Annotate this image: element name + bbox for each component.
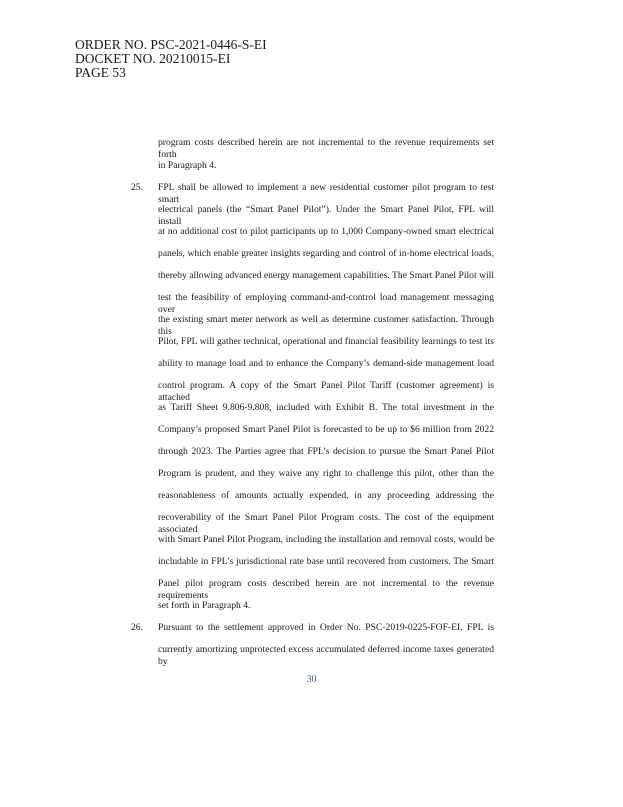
body-line: panels, which enable greater insights regarding and control of in-home electrical loads, — [158, 248, 494, 259]
body-line: thereby allowing advanced energy management capabilities. The Smart Panel Pilot will — [158, 270, 494, 281]
order-number: ORDER NO. PSC-2021-0446-S-EI — [75, 37, 267, 52]
page-number: 30 — [306, 674, 317, 685]
docket-number: DOCKET NO. 20210015-EI — [75, 51, 231, 66]
body-line: Pursuant to the settlement approved in Order No. PSC-2019-0225-FOF-EI, FPL is — [158, 622, 494, 633]
body-line: FPL shall be allowed to implement a new residential customer pilot program to test smart — [158, 182, 494, 205]
page-label: PAGE 53 — [75, 65, 126, 80]
body-line: reasonableness of amounts actually expended, in any proceeding addressing the — [158, 490, 494, 501]
body-line: as Tariff Sheet 9.806-9.808, included with Exhibit B. The total investment in the — [158, 402, 494, 413]
body-line: includable in FPL’s jurisdictional rate base until recovered from customers. The Smart — [158, 556, 494, 567]
paragraph-number: 26. — [131, 622, 143, 633]
body-line: in Paragraph 4. — [158, 160, 217, 171]
body-line: set forth in Paragraph 4. — [158, 600, 251, 611]
body-line: Company’s proposed Smart Panel Pilot is forecasted to be up to $6 million from 2022 — [158, 424, 494, 435]
body-line: currently amortizing unprotected excess accumulated deferred income taxes generated by — [158, 644, 494, 667]
body-line: control program. A copy of the Smart Panel Pilot Tariff (customer agreement) is attached — [158, 380, 494, 403]
body-line: Program is prudent, and they waive any right to challenge this pilot, other than the — [158, 468, 494, 479]
body-line: through 2023. The Parties agree that FPL’s decision to pursue the Smart Panel Pilot — [158, 446, 494, 457]
body-line: with Smart Panel Pilot Program, including the installation and removal costs, would be — [158, 534, 494, 545]
body-line: the existing smart meter network as well as determine customer satisfaction. Through this — [158, 314, 494, 337]
body-line: electrical panels (the “Smart Panel Pilot”). Under the Smart Panel Pilot, FPL will install — [158, 204, 494, 227]
body-line: recoverability of the Smart Panel Pilot Program costs. The cost of the equipment associated — [158, 512, 494, 535]
body-line: test the feasibility of employing command-and-control load management messaging over — [158, 292, 494, 315]
body-line: at no additional cost to pilot participants up to 1,000 Company-owned smart electrical — [158, 226, 494, 237]
paragraph-number: 25. — [131, 182, 143, 193]
body-line: ability to manage load and to enhance the Company’s demand-side management load — [158, 358, 494, 369]
document-header — [75, 38, 267, 80]
body-line: program costs described herein are not incremental to the revenue requirements set forth — [158, 137, 494, 160]
body-line: Pilot, FPL will gather technical, operational and financial feasibility learnings to test its — [158, 336, 494, 347]
body-line: Panel pilot program costs described herein are not incremental to the revenue requirements — [158, 578, 494, 601]
